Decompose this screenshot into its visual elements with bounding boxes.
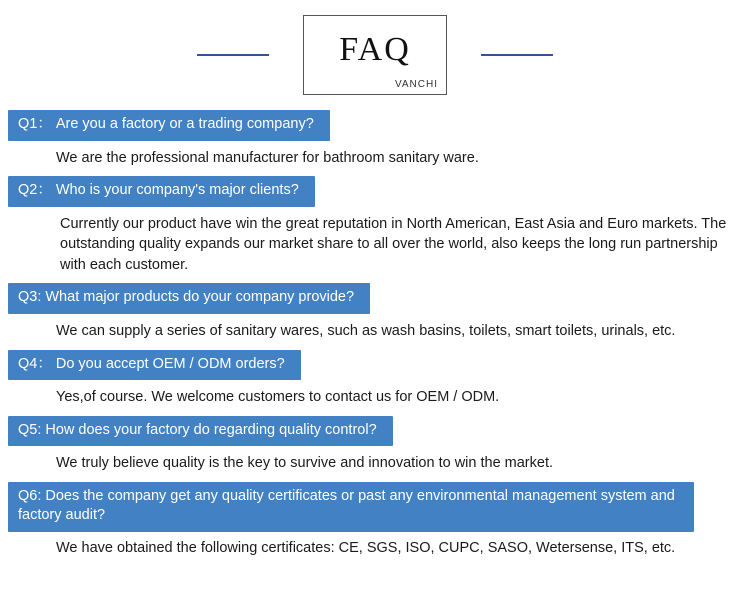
question-label-6: Q6:: [18, 487, 42, 504]
question-bar-6[interactable]: [8, 482, 694, 532]
question-row-5: [8, 416, 742, 447]
question-label-1: Q1：: [18, 116, 52, 132]
faq-item-3: [8, 283, 742, 343]
answer-text-4: Yes,of course. We welcome customers to contact us for OEM / ODM.: [56, 389, 500, 406]
faq-item-4: [8, 350, 742, 410]
page-title: FAQ: [339, 31, 411, 68]
faq-item-5: [8, 416, 742, 476]
question-row-6: [8, 482, 742, 532]
question-row-3: [8, 283, 742, 314]
question-label-4: Q4：: [18, 355, 52, 372]
question-row-4: [8, 350, 742, 381]
question-label-5: Q5:: [18, 421, 42, 438]
header-rule-right: [481, 54, 553, 56]
question-bar-1[interactable]: [8, 110, 330, 141]
answer-text-1: We are the professional manufacturer for bathroom sanitary ware.: [56, 149, 479, 166]
faq-list: [0, 110, 750, 561]
answer-text-3: We can supply a series of sanitary wares, such as wash basins, toilets, smart toilets, urinals, etc.: [56, 323, 676, 339]
question-text-6: Does the company get any quality certificates or past any environmental management system and factory audit?: [18, 487, 675, 524]
question-row-1: [8, 110, 742, 141]
page-header: [0, 0, 750, 110]
question-label-3: Q3:: [18, 289, 42, 306]
answer-text-2: Currently our product have win the great reputation in North American, East Asia and Euro markets. The outstanding quality expands our market share to all over the world, also keeps the long run partnership with each customer.: [60, 215, 727, 273]
faq-item-2: [8, 176, 742, 277]
question-bar-5[interactable]: [8, 416, 393, 447]
question-row-2: [8, 176, 742, 207]
answer-text-6: We have obtained the following certificates: CE, SGS, ISO, CUPC, SASO, Wetersense, ITS, etc.: [56, 539, 676, 556]
title-box: [303, 15, 447, 95]
answer-text-5: We truly believe quality is the key to survive and innovation to win the market.: [56, 455, 554, 472]
faq-item-1: [8, 110, 742, 170]
question-text-2: Who is your company's major clients?: [55, 182, 299, 199]
question-text-5: How does your factory do regarding quality control?: [45, 421, 377, 438]
faq-item-6: [8, 482, 742, 561]
question-text-1: Are you a factory or a trading company?: [55, 116, 314, 132]
brand-name: VANCHI: [394, 79, 438, 90]
question-bar-2[interactable]: [8, 176, 315, 207]
question-text-3: What major products do your company provide?: [45, 289, 355, 306]
header-rule-left: [197, 54, 269, 56]
question-text-4: Do you accept OEM / ODM orders?: [55, 355, 285, 372]
question-bar-3[interactable]: [8, 283, 370, 314]
question-label-2: Q2：: [18, 182, 52, 199]
question-bar-4[interactable]: [8, 350, 301, 381]
